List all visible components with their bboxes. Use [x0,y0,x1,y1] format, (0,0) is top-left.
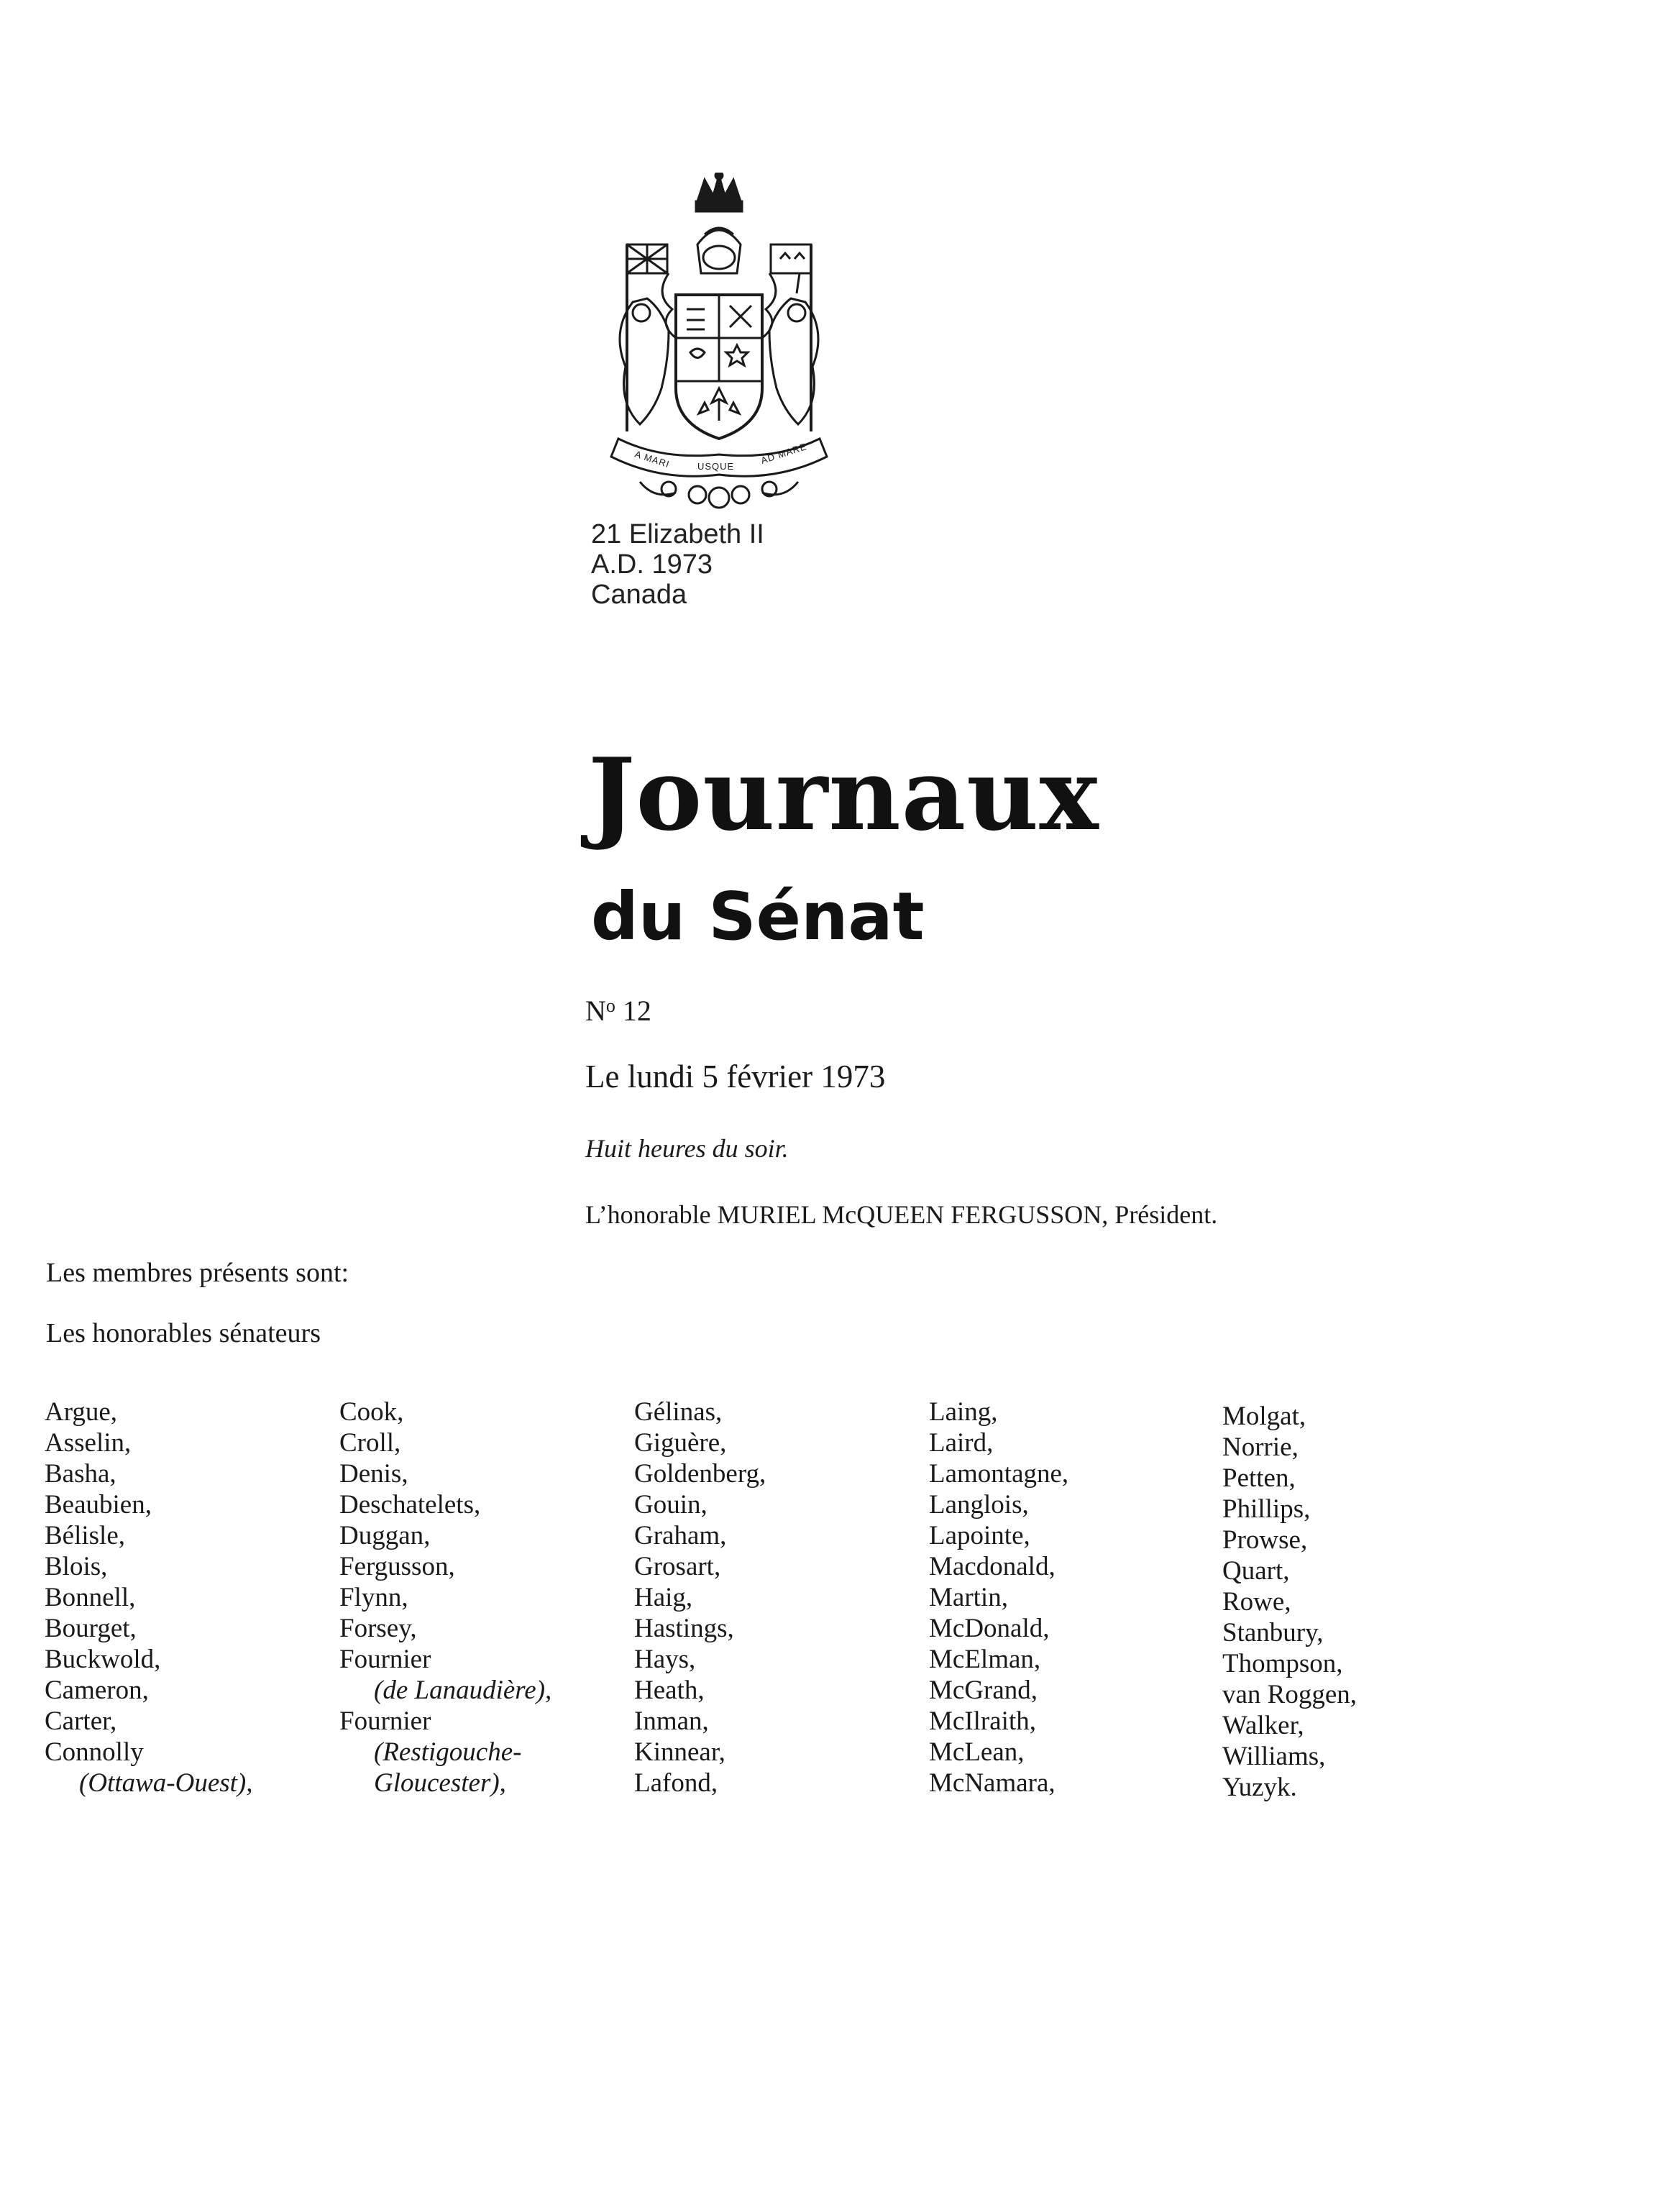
year-line: A.D. 1973 [591,549,713,580]
senator-name: Williams, [1222,1742,1326,1771]
senator-roster [0,1397,1653,1814]
senator-name: Fournier [339,1645,431,1674]
senator-name: Beaubien, [45,1490,152,1519]
issue-number-prefix: N [585,995,606,1027]
senator-name: Laird, [929,1428,994,1458]
senator-name: Deschatelets, [339,1490,481,1519]
issue-number-sup: o [605,995,615,1016]
senator-name: Prowse, [1222,1525,1308,1555]
roster-column-1 [45,1397,332,1799]
sitting-date: Le lundi 5 février 1973 [585,1059,886,1094]
senator-name: Argue, [45,1397,118,1427]
roster-column-4 [929,1397,1217,1799]
senator-name: Basha, [45,1459,116,1489]
roster-column-2 [339,1397,627,1799]
senator-name: Phillips, [1222,1494,1311,1524]
senator-name: Lamontagne, [929,1459,1069,1489]
senator-name: Croll, [339,1428,401,1458]
senator-name: Bélisle, [45,1521,126,1550]
senator-name: Macdonald, [929,1552,1056,1581]
senator-name: Molgat, [1222,1402,1306,1431]
svg-text:A MARI: A MARI [633,448,672,470]
senator-name: Gloucester), [374,1768,506,1798]
senator-name: Fergusson, [339,1552,455,1581]
roster-column-3 [634,1397,922,1799]
senator-name: Hastings, [634,1614,734,1643]
page-title: Journaux [588,736,1099,853]
sitting-time: Huit heures du soir. [585,1134,789,1163]
senator-name: Cameron, [45,1676,149,1705]
country-line: Canada [591,580,687,610]
senator-name: Giguère, [634,1428,727,1458]
senator-name: Lapointe, [929,1521,1030,1550]
senator-name: (Restigouche- [374,1737,522,1767]
senator-name: Fournier [339,1706,431,1736]
senator-name: Duggan, [339,1521,431,1550]
senator-name: Denis, [339,1459,408,1489]
senator-name: Graham, [634,1521,727,1550]
senator-name: Blois, [45,1552,108,1581]
senator-name: Lafond, [634,1768,718,1798]
senator-name: Petten, [1222,1463,1296,1493]
senator-name: McNamara, [929,1768,1056,1798]
senator-name: Martin, [929,1583,1008,1612]
senator-name: Cook, [339,1397,404,1427]
senators-heading: Les honorables sénateurs [46,1318,321,1348]
royal-coat-of-arms-of-canada-icon [590,173,848,511]
senator-name: Kinnear, [634,1737,725,1767]
svg-text:AD MARE: AD MARE [759,441,808,466]
issue-number-value: 12 [615,995,651,1027]
senator-name: Laing, [929,1397,998,1427]
issue-number [585,988,651,1029]
senator-name: Hays, [634,1645,696,1674]
senator-name: McDonald, [929,1614,1050,1643]
members-present-heading: Les membres présents sont: [46,1258,349,1288]
senator-name: Flynn, [339,1583,408,1612]
senator-name: Forsey, [339,1614,417,1643]
senator-name: Stanbury, [1222,1618,1324,1647]
roster-column-5 [1222,1401,1510,1803]
senator-name: Connolly [45,1737,144,1767]
senator-name: McElman, [929,1645,1041,1674]
senator-name: Yuzyk. [1222,1773,1297,1802]
svg-text:USQUE: USQUE [697,461,735,472]
senator-name: van Roggen, [1222,1680,1357,1709]
senator-name: Quart, [1222,1556,1290,1586]
senator-name: (Ottawa-Ouest), [79,1768,253,1798]
senator-name: McIlraith, [929,1706,1036,1736]
senator-name: Inman, [634,1706,709,1736]
senator-name: Langlois, [929,1490,1029,1519]
senator-name: Gélinas, [634,1397,723,1427]
senator-name: McLean, [929,1737,1025,1767]
senator-name: Gouin, [634,1490,708,1519]
regnal-year-block [591,519,764,610]
senator-name: Carter, [45,1706,117,1736]
senator-name: Haig, [634,1583,693,1612]
senator-name: Goldenberg, [634,1459,766,1489]
page-subtitle: du Sénat [591,878,925,955]
senator-name: McGrand, [929,1676,1038,1705]
senator-name: Bonnell, [45,1583,136,1612]
senator-name: Buckwold, [45,1645,161,1674]
senator-name: (de Lanaudière), [374,1676,552,1705]
senator-name: Heath, [634,1676,705,1705]
senator-name: Thompson, [1222,1649,1343,1678]
senator-name: Grosart, [634,1552,721,1581]
regnal-line: 21 Elizabeth II [591,519,764,549]
senator-name: Norrie, [1222,1432,1299,1462]
senator-name: Asselin, [45,1428,132,1458]
senator-name: Bourget, [45,1614,137,1643]
senator-name: Walker, [1222,1711,1304,1740]
presiding-officer: L’honorable MURIEL McQUEEN FERGUSSON, Président. [585,1200,1218,1229]
senator-name: Rowe, [1222,1587,1291,1617]
